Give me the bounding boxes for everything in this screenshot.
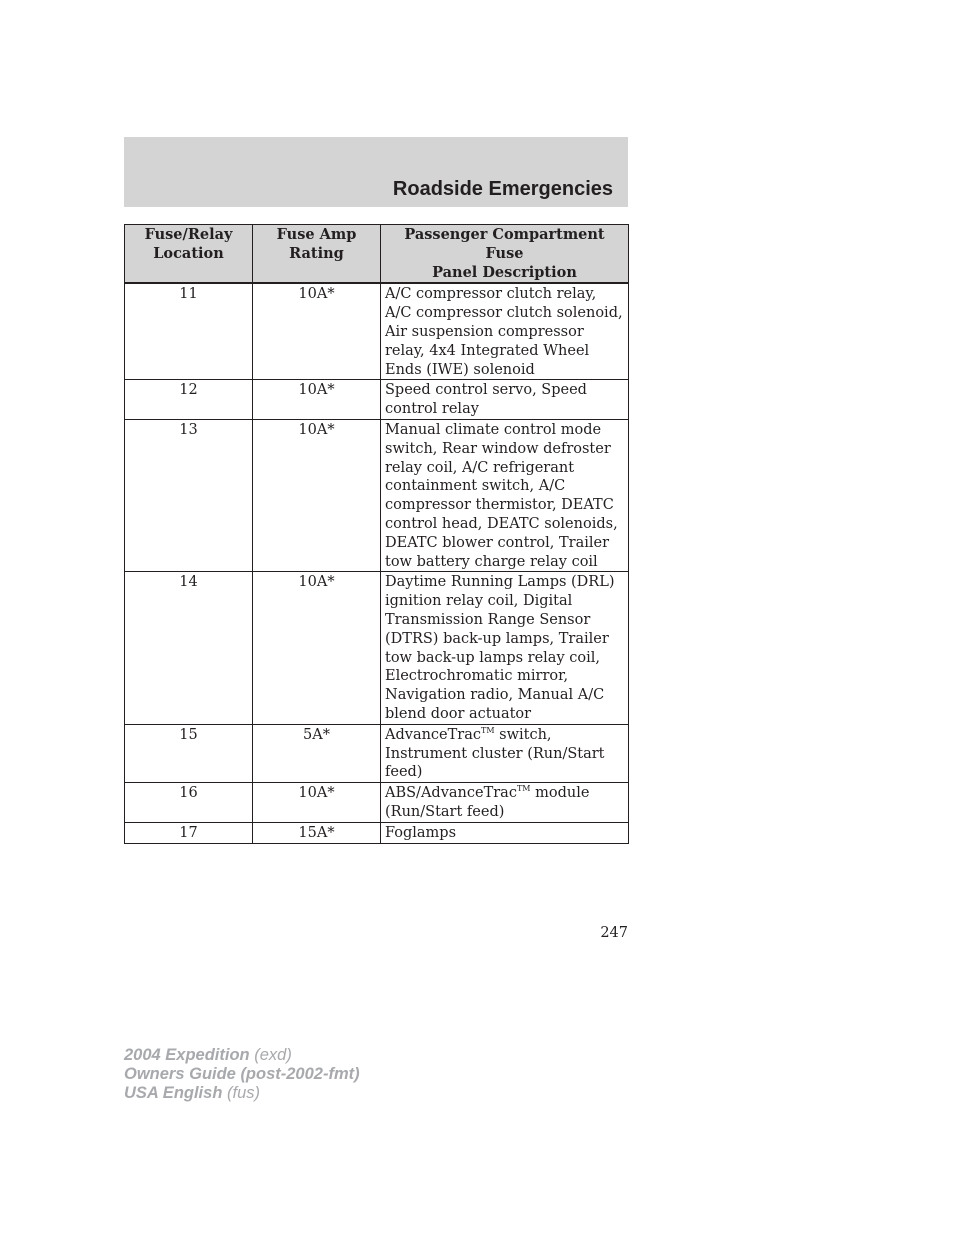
fuse-location: 11 [125, 283, 253, 379]
column-header-location-line1: Fuse/Relay [144, 226, 233, 243]
fuse-table [124, 224, 629, 844]
column-header-description-line1: Passenger Compartment Fuse [404, 226, 605, 262]
fuse-location: 16 [125, 783, 253, 823]
fuse-location: 15 [125, 724, 253, 782]
column-header-rating [253, 225, 381, 284]
fuse-rating: 5A* [253, 724, 381, 782]
column-header-description-line2: Panel Description [432, 263, 577, 281]
page-number: 247 [600, 925, 628, 941]
description-text: module (Run/Start feed) [385, 785, 590, 820]
fuse-description [381, 783, 629, 823]
fuse-description: Speed control servo, Speed control relay [381, 380, 629, 420]
table-row [125, 283, 629, 379]
footer-model: 2004 Expedition [124, 1046, 250, 1064]
fuse-description [381, 724, 629, 782]
fuse-description: Foglamps [381, 822, 629, 843]
fuse-location: 17 [125, 822, 253, 843]
section-header-band [124, 137, 628, 207]
fuse-location: 12 [125, 380, 253, 420]
trademark-mark: TM [516, 784, 531, 794]
fuse-rating: 15A* [253, 822, 381, 843]
column-header-rating-line1: Fuse Amp [276, 226, 357, 243]
fuse-description: Manual climate control mode switch, Rear window defroster relay coil, A/C refrigerant containment switch, A/C compressor thermistor, DEATC control head, DEATC solenoids, DEATC blower control, Trailer tow battery charge relay coil [381, 419, 629, 571]
footer-language-code: (fus) [227, 1084, 260, 1102]
footer-language: USA English [124, 1084, 223, 1102]
fuse-description: A/C compressor clutch relay, A/C compressor clutch solenoid, Air suspension compressor relay, 4x4 Integrated Wheel Ends (IWE) solenoid [381, 283, 629, 379]
footer-line [124, 1065, 360, 1084]
table-row [125, 783, 629, 823]
table-row [125, 380, 629, 420]
fuse-location: 13 [125, 419, 253, 571]
table-row [125, 724, 629, 782]
section-title: Roadside Emergencies [392, 178, 613, 200]
column-header-description [381, 225, 629, 284]
table-header-row [125, 225, 629, 284]
trademark-mark: TM [481, 725, 495, 735]
fuse-rating: 10A* [253, 283, 381, 379]
fuse-rating: 10A* [253, 380, 381, 420]
footer-line [124, 1046, 360, 1065]
footer-line [124, 1084, 360, 1103]
document-footer [124, 1046, 360, 1103]
table-row [125, 572, 629, 724]
fuse-rating: 10A* [253, 783, 381, 823]
description-text: switch, Instrument cluster (Run/Start feed) [385, 726, 605, 781]
column-header-rating-line2: Rating [289, 244, 344, 262]
footer-model-code: (exd) [254, 1046, 292, 1064]
fuse-description: Daytime Running Lamps (DRL) ignition relay coil, Digital Transmission Range Sensor (DTRS) back-up lamps, Trailer tow back-up lamps relay coil, Electrochromatic mirror, Navigation radio, Manual A/C blend door actuator [381, 572, 629, 724]
description-text: AdvanceTrac [385, 726, 481, 743]
column-header-location-line2: Location [153, 244, 224, 262]
footer-guide: Owners Guide (post-2002-fmt) [124, 1065, 360, 1083]
fuse-rating: 10A* [253, 419, 381, 571]
fuse-location: 14 [125, 572, 253, 724]
fuse-rating: 10A* [253, 572, 381, 724]
description-text: ABS/AdvanceTrac [385, 785, 517, 802]
table-row [125, 822, 629, 843]
table-row [125, 419, 629, 571]
column-header-location [125, 225, 253, 284]
